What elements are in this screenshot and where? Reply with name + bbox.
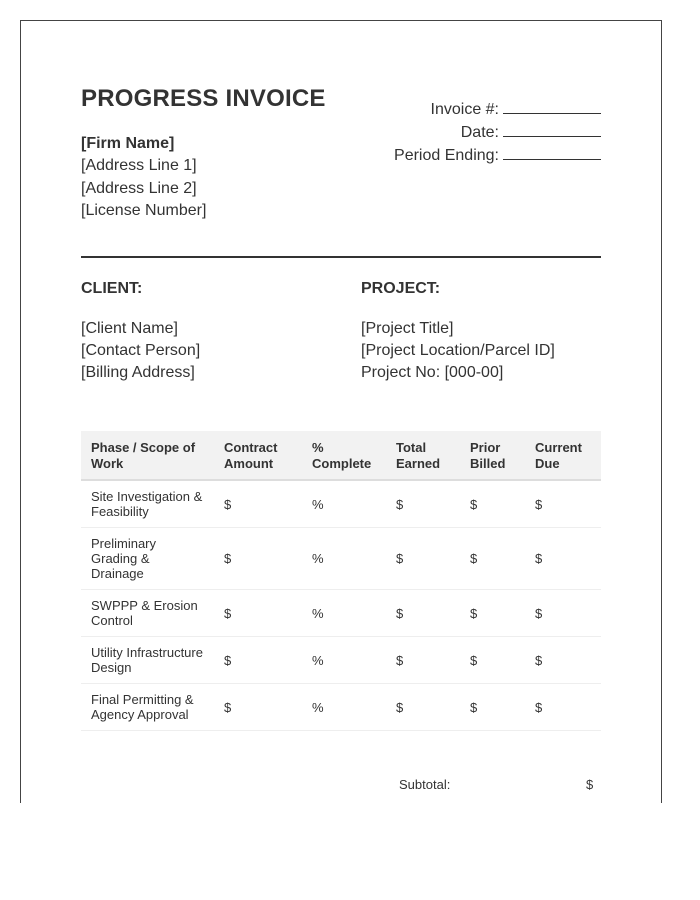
table-row: [81, 528, 601, 590]
prior-billed-cell: $: [460, 637, 525, 684]
client-billing-address: [Billing Address]: [81, 364, 195, 381]
prior-billed-cell: $: [460, 528, 525, 590]
project-number: Project No: [000-00]: [361, 364, 504, 381]
invoice-number-label: Invoice #:: [430, 101, 499, 118]
client-contact: [Contact Person]: [81, 342, 201, 359]
phase-cell: Preliminary Grading & Drainage: [81, 528, 214, 590]
firm-info: [81, 133, 206, 222]
contract-amount-cell: $: [214, 528, 302, 590]
date-label: Date:: [460, 124, 499, 141]
percent-complete-cell: %: [302, 637, 386, 684]
invoice-number-blank: [503, 99, 601, 114]
percent-complete-cell: %: [302, 528, 386, 590]
contract-amount-cell: $: [214, 480, 302, 528]
contract-amount-cell: $: [214, 590, 302, 637]
period-ending-row: [394, 144, 601, 167]
header-current-due: Current Due: [525, 431, 601, 480]
phase-cell: Site Investigation & Feasibility: [81, 480, 214, 528]
phase-cell: SWPPP & Erosion Control: [81, 590, 214, 637]
current-due-cell: $: [525, 684, 601, 731]
current-due-cell: $: [525, 590, 601, 637]
total-earned-cell: $: [386, 637, 460, 684]
header-contract-amount: Contract Amount: [214, 431, 302, 480]
current-due-cell: $: [525, 528, 601, 590]
total-earned-cell: $: [386, 684, 460, 731]
firm-name: [Firm Name]: [81, 135, 175, 152]
current-due-cell: $: [525, 637, 601, 684]
percent-complete-cell: %: [302, 684, 386, 731]
client-section: [81, 280, 200, 384]
invoice-number-row: [394, 98, 601, 121]
header-percent-complete: % Complete: [302, 431, 386, 480]
invoice-meta: [394, 98, 601, 167]
header-phase-scope: Phase / Scope of Work: [81, 431, 214, 480]
total-earned-cell: $: [386, 480, 460, 528]
total-earned-cell: $: [386, 528, 460, 590]
period-ending-blank: [503, 145, 601, 160]
invoice-page: [20, 20, 662, 803]
prior-billed-cell: $: [460, 684, 525, 731]
header-total-earned: Total Earned: [386, 431, 460, 480]
table-row: [81, 590, 601, 637]
table-row: [81, 480, 601, 528]
client-name: [Client Name]: [81, 320, 178, 337]
period-ending-label: Period Ending:: [394, 147, 499, 164]
firm-address-line-1: [Address Line 1]: [81, 157, 197, 175]
client-heading: CLIENT:: [81, 280, 143, 297]
date-row: [394, 121, 601, 144]
current-due-cell: $: [525, 480, 601, 528]
total-earned-cell: $: [386, 590, 460, 637]
header-divider: [81, 256, 601, 258]
firm-address-line-2: [Address Line 2]: [81, 179, 197, 197]
subtotal-value: $: [586, 777, 594, 792]
phase-cell: Utility Infrastructure Design: [81, 637, 214, 684]
prior-billed-cell: $: [460, 590, 525, 637]
table-row: [81, 637, 601, 684]
document-title: PROGRESS INVOICE: [81, 85, 326, 112]
percent-complete-cell: %: [302, 590, 386, 637]
firm-license-number: [License Number]: [81, 201, 207, 219]
project-title: [Project Title]: [361, 320, 454, 337]
phase-billing-table: [81, 431, 601, 731]
contract-amount-cell: $: [214, 637, 302, 684]
date-blank: [503, 122, 601, 137]
project-heading: PROJECT:: [361, 280, 441, 297]
header-prior-billed: Prior Billed: [460, 431, 525, 480]
table-row: [81, 684, 601, 731]
phase-cell: Final Permitting & Agency Approval: [81, 684, 214, 731]
project-location: [Project Location/Parcel ID]: [361, 342, 555, 359]
project-section: [361, 280, 555, 384]
table-header-row: [81, 431, 601, 480]
contract-amount-cell: $: [214, 684, 302, 731]
prior-billed-cell: $: [460, 480, 525, 528]
percent-complete-cell: %: [302, 480, 386, 528]
subtotal-label: Subtotal:: [399, 777, 451, 792]
